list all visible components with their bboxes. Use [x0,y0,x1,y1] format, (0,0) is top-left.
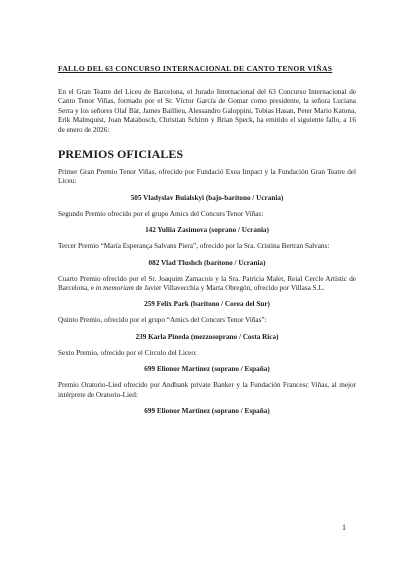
prize-description: Premio Oratorio-Lied ofrecido por Andbank private Banker y la Fundación Francesc Viñas, al mejor intérprete de Oratorio-Lied: [58,381,356,399]
intro-paragraph: En el Gran Teatre del Liceu de Barcelona, el Jurado Internacional del 63 Concurso Internacional de Canto Tenor Viñas, formado por el Sr. Víctor García de Gomar como presidente, la señora Luciana Serra y los señores Olaf Bär, James Baillieu, Alessandro Galoppini, Tobias Hasan, Peter Mario Katona, Erik Malmquist, Joan Matabosch, Christian Schirm y Brian Speck, ha emitido el siguiente fallo, a 16 de enero de 2026: [58,88,356,134]
prize-winner: 082 Vlad Tlushch (barítono / Ucrania) [148,258,266,267]
prize-winner: 505 Vladyslav Buialskyi (bajo-barítono / Ucrania) [130,193,284,202]
prize-winner: 699 Elionor Martínez (soprano / España) [144,407,270,416]
prize-description: Quinto Premio, ofrecido por el grupo “Amics del Concurs Tenor Viñas”: [58,316,267,325]
section-title: PREMIOS OFICIALES [58,147,184,162]
prize-winner: 259 Felix Park (barítono / Corea del Sur) [144,300,270,309]
document-title: FALLO DEL 63 CONCURSO INTERNACIONAL DE CANTO TENOR VIÑAS [58,64,333,73]
prize-description: Sexto Premio, ofrecido por el Círculo del Liceo: [58,348,197,357]
prize-winner: 239 Karla Pineda (mezzosoprano / Costa Rica) [135,332,279,341]
prize-winner: 699 Elionor Martínez (soprano / España) [144,365,270,374]
prize-description: Segundo Premio ofrecido por el grupo Amics del Concurs Tenor Viñas: [58,209,264,218]
prize-description: Tercer Premio “María Esperança Salvans Piera”, ofrecido por la Sra. Cristina Bertran Salvans: [58,242,330,251]
prize-list [58,168,356,416]
prize-description: Primer Gran Premio Tenor Viñas, ofrecido por Fundació Exea Impact y la Fundación Gran Teatre del Liceu: [58,168,356,186]
page-number: 1 [342,523,346,532]
prize-winner: 142 Yuliia Zasimova (soprano / Ucrania) [145,226,269,235]
prize-description: Cuarto Premio ofrecido por el Sr. Joaquim Zamacois y la Sra. Patricia Malet, Reial Cercle Artístic de Barcelona, e in memoriam de Javier Villavecchia y Marta Obregón, ofrecido por Villasa S.L. [58,274,356,293]
